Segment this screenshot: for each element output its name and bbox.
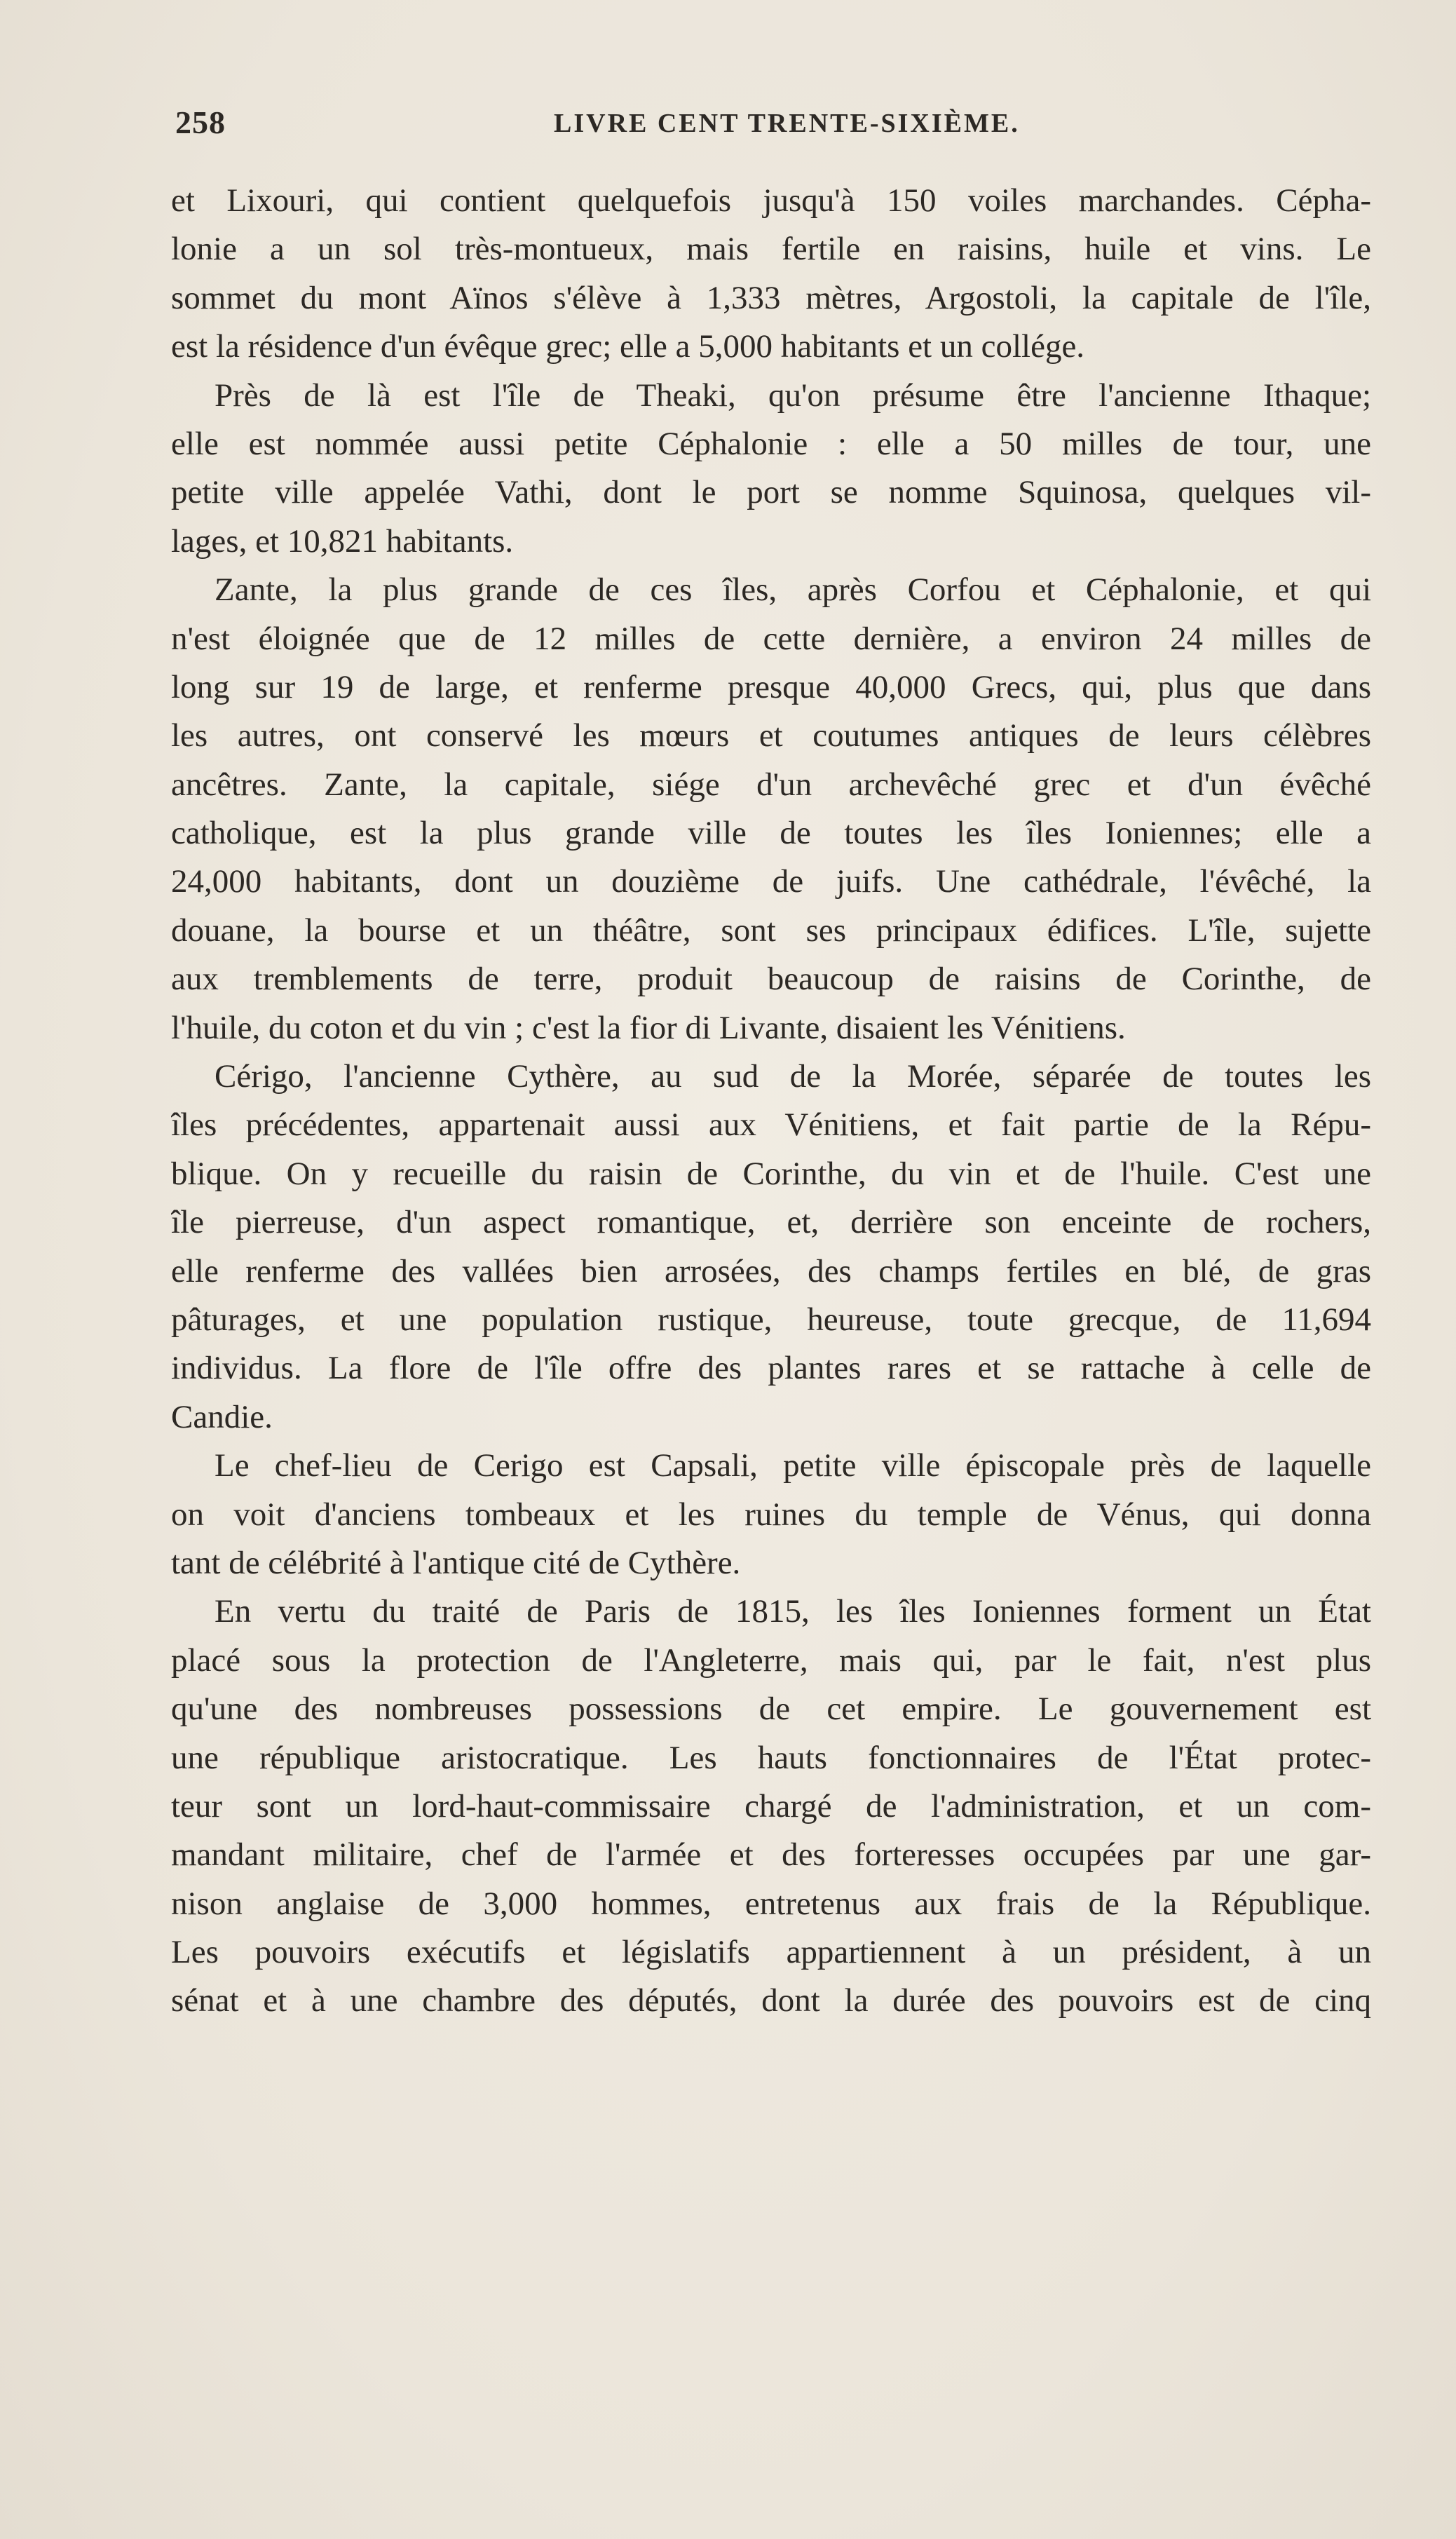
text-line: Le chef-lieu de Cerigo est Capsali, petite ville épiscopale près de laquelle (215, 1447, 1371, 1484)
text-line: En vertu du traité de Paris de 1815, les îles Ioniennes forment un État (215, 1593, 1371, 1630)
text-line: tant de célébrité à l'antique cité de Cythère. (171, 1544, 741, 1581)
text-line: Candie. (171, 1398, 273, 1435)
text-line: lonie a un sol très-montueux, mais fertile en raisins, huile et vins. Le (171, 231, 1371, 268)
text-line: elle renferme des vallées bien arrosées, des champs fertiles en blé, de gras (171, 1252, 1371, 1289)
text-line: l'huile, du coton et du vin ; c'est la fior di Livante, disaient les Vénitiens. (171, 1009, 1126, 1046)
page-number: 258 (175, 104, 226, 140)
text-line: douane, la bourse et un théâtre, sont ses principaux édifices. L'île, sujette (171, 912, 1371, 949)
text-line: sommet du mont Aïnos s'élève à 1,333 mètres, Argostoli, la capitale de l'île, (171, 279, 1371, 316)
text-line: n'est éloignée que de 12 milles de cette dernière, a environ 24 milles de (171, 620, 1371, 657)
text-line: individus. La flore de l'île offre des plantes rares et se rattache à celle de (171, 1350, 1371, 1387)
text-line: les autres, ont conservé les mœurs et coutumes antiques de leurs célèbres (171, 717, 1371, 754)
text-line: mandant militaire, chef de l'armée et des forteresses occupées par une gar- (171, 1836, 1371, 1874)
text-line: île pierreuse, d'un aspect romantique, et, derrière son enceinte de rochers, (171, 1204, 1371, 1241)
text-line: Cérigo, l'ancienne Cythère, au sud de la Morée, séparée de toutes les (215, 1058, 1371, 1095)
text-line: et Lixouri, qui contient quelquefois jusqu'à 150 voiles marchandes. Cépha- (171, 182, 1371, 219)
text-line: long sur 19 de large, et renferme presque 40,000 Grecs, qui, plus que dans (171, 668, 1371, 705)
text-line: teur sont un lord-haut-commissaire chargé de l'administration, et un com- (171, 1787, 1371, 1824)
text-line: elle est nommée aussi petite Céphalonie : elle a 50 milles de tour, une (171, 425, 1371, 462)
page-header (175, 104, 1374, 146)
text-line: Zante, la plus grande de ces îles, après Corfou et Céphalonie, et qui (215, 571, 1371, 609)
body-text (171, 177, 1371, 2026)
text-line: Près de là est l'île de Theaki, qu'on présume être l'ancienne Ithaque; (215, 377, 1371, 414)
text-line: catholique, est la plus grande ville de toutes les îles Ioniennes; elle a (171, 815, 1371, 852)
text-line: blique. On y recueille du raisin de Corinthe, du vin et de l'huile. C'est une (171, 1155, 1371, 1192)
text-line: petite ville appelée Vathi, dont le port se nomme Squinosa, quelques vil- (171, 474, 1371, 511)
text-line: îles précédentes, appartenait aussi aux Vénitiens, et fait partie de la Répu- (171, 1106, 1371, 1144)
text-line: 24,000 habitants, dont un douzième de juifs. Une cathédrale, l'évêché, la (171, 863, 1371, 900)
text-line: sénat et à une chambre des députés, dont la durée des pouvoirs est de cinq (171, 1982, 1371, 2019)
text-line: nison anglaise de 3,000 hommes, entretenus aux frais de la République. (171, 1885, 1371, 1922)
text-line: ancêtres. Zante, la capitale, siége d'un archevêché grec et d'un évêché (171, 766, 1371, 803)
text-line: on voit d'anciens tombeaux et les ruines du temple de Vénus, qui donna (171, 1496, 1371, 1533)
running-head: LIVRE CENT TRENTE-SIXIÈME. (554, 109, 1020, 138)
text-line: une république aristocratique. Les hauts fonctionnaires de l'État protec- (171, 1739, 1371, 1776)
text-line: qu'une des nombreuses possessions de cet empire. Le gouvernement est (171, 1691, 1371, 1728)
text-line: placé sous la protection de l'Angleterre, mais qui, par le fait, n'est plus (171, 1641, 1371, 1679)
text-line: Les pouvoirs exécutifs et législatifs appartiennent à un président, à un (171, 1934, 1371, 1971)
text-line: lages, et 10,821 habitants. (171, 522, 514, 560)
text-line: aux tremblements de terre, produit beaucoup de raisins de Corinthe, de (171, 961, 1371, 998)
text-line: pâturages, et une population rustique, heureuse, toute grecque, de 11,694 (171, 1301, 1371, 1338)
text-line: est la résidence d'un évêque grec; elle a 5,000 habitants et un collége. (171, 328, 1085, 365)
